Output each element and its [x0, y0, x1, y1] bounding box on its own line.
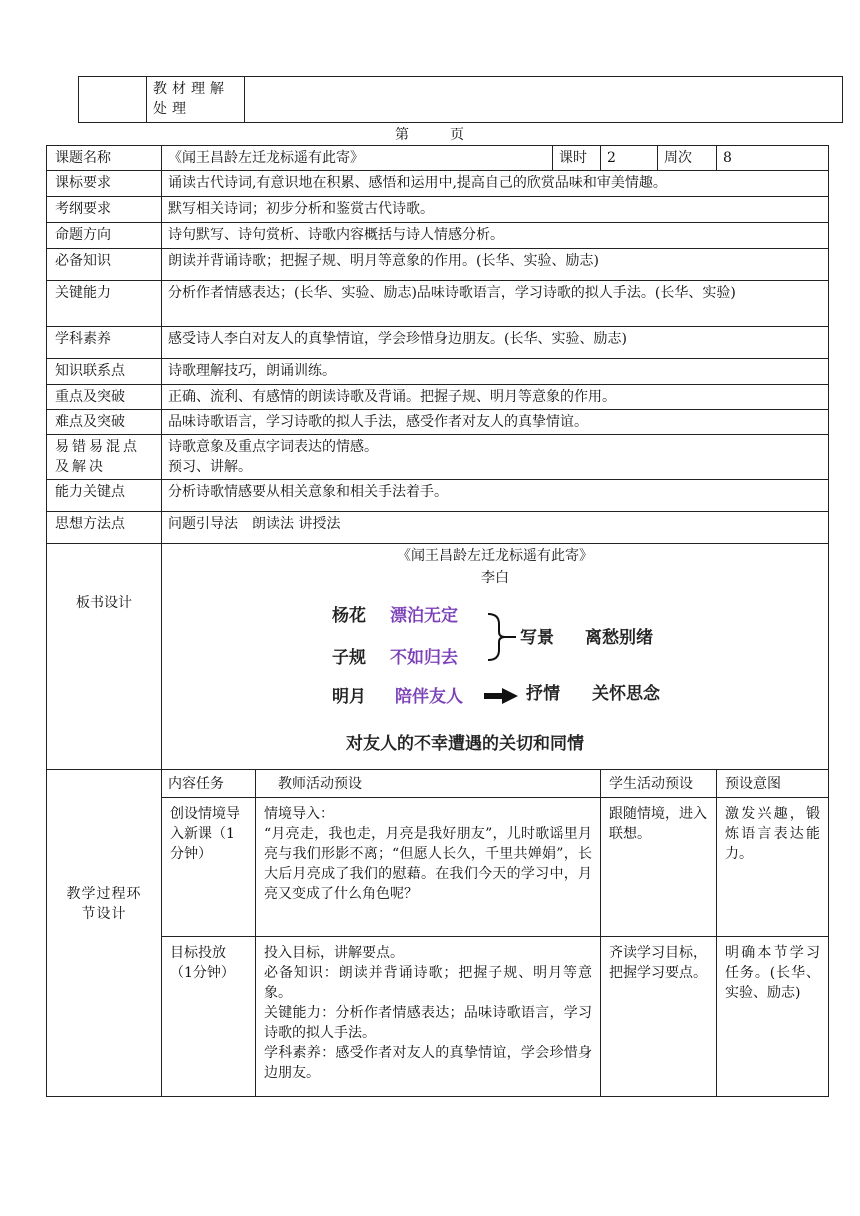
title-value: 《闻王昌龄左迁龙标遥有此寄》 [162, 146, 553, 171]
board-scene: 写景 [520, 628, 554, 648]
row-label: 知识联系点 [47, 359, 162, 385]
row-value: 诗歌理解技巧，朗诵训练。 [162, 359, 829, 385]
board-word-willow: 杨花 [332, 606, 366, 626]
row-label: 难点及突破 [47, 410, 162, 435]
header-row [47, 146, 829, 171]
step-task: 创设情境导入新课（1分钟） [162, 798, 256, 937]
textbook-handling-label: 教材理解处理 [153, 81, 229, 117]
row-label: 命题方向 [47, 223, 162, 249]
board-design [162, 544, 829, 770]
table-row [47, 249, 829, 281]
board-canvas [162, 544, 828, 764]
week-value: 8 [717, 146, 829, 171]
page-caption [0, 124, 860, 144]
step-intent: 明确本节学习任务。(长华、实验、励志) [717, 937, 829, 1097]
lesson-label: 课时 [553, 146, 601, 171]
top-empty-cell [79, 77, 147, 123]
row-label: 重点及突破 [47, 385, 162, 410]
board-arrow-icon [162, 544, 822, 764]
header-intent: 预设意图 [717, 770, 829, 798]
table-row [47, 223, 829, 249]
row-value: 感受诗人李白对友人的真挚情谊，学会珍惜身边朋友。(长华、实验、励志) [162, 327, 829, 359]
table-row [47, 171, 829, 197]
table-row [47, 359, 829, 385]
table-row [47, 197, 829, 223]
table-row [47, 327, 829, 359]
row-value: 问题引导法 朗读法 讲授法 [162, 512, 829, 544]
board-scene-theme: 离愁别绪 [585, 628, 653, 648]
row-value: 分析作者情感表达；(长华、实验、励志)品味诗歌语言，学习诗歌的拟人手法。(长华、实验) [162, 281, 829, 327]
step-task: 目标投放（1分钟） [162, 937, 256, 1097]
process-label-text: 教学过程环节设计 [66, 886, 142, 922]
top-table [78, 76, 843, 123]
board-meaning-cuckoo: 不如归去 [390, 648, 458, 668]
table-row [47, 410, 829, 435]
row-value-line: 诗歌意象及重点字词表达的情感。 [168, 439, 378, 455]
row-label: 必备知识 [47, 249, 162, 281]
row-label: 课标要求 [47, 171, 162, 197]
table-row [47, 281, 829, 327]
board-emotion-theme: 关怀思念 [592, 684, 660, 704]
process-row [47, 937, 829, 1097]
process-header-row [47, 770, 829, 798]
top-label-cell [147, 77, 245, 123]
process-label [47, 770, 162, 1097]
header-student: 学生活动预设 [601, 770, 717, 798]
row-label: 思想方法点 [47, 512, 162, 544]
step-teacher: 情境导入： “月亮走，我也走，月亮是我好朋友”，儿时歌谣里月亮与我们形影不离；“但愿人长久，千里共婵娟”，长大后月亮成了我们的慰藉。在我们今天的学习中，月亮又变成了什么角色呢？ [256, 798, 601, 937]
top-content-cell [245, 77, 843, 123]
row-value: 诵读古代诗词,有意识地在积累、感悟和运用中,提高自己的欣赏品味和审美情趣。 [162, 171, 829, 197]
table-row [47, 435, 829, 480]
row-value: 诗句默写、诗句赏析、诗歌内容概括与诗人情感分析。 [162, 223, 829, 249]
step-intent: 激发兴趣，锻炼语言表达能力。 [717, 798, 829, 937]
row-value: 正确、流利、有感情的朗读诗歌及背诵。把握子规、明月等意象的作用。 [162, 385, 829, 410]
table-row [47, 385, 829, 410]
board-word-moon: 明月 [332, 687, 366, 707]
row-label: 关键能力 [47, 281, 162, 327]
week-label: 周次 [658, 146, 717, 171]
row-value: 品味诗歌语言，学习诗歌的拟人手法，感受作者对友人的真挚情谊。 [162, 410, 829, 435]
step-student: 跟随情境，进入联想。 [601, 798, 717, 937]
step-teacher: 投入目标，讲解要点。 必备知识：朗读并背诵诗歌；把握子规、明月等意象。 关键能力：分析作者情感表达；品味诗歌语言，学习诗歌的拟人手法。 学科素养：感受作者对友人的真挚情谊，学会珍惜身边朋友。 [256, 937, 601, 1097]
lesson-value: 2 [601, 146, 658, 171]
row-label: 能力关键点 [47, 480, 162, 512]
row-label: 学科素养 [47, 327, 162, 359]
step-student: 齐读学习目标，把握学习要点。 [601, 937, 717, 1097]
board-word-cuckoo: 子规 [332, 648, 366, 668]
header-task: 内容任务 [162, 770, 256, 798]
title-label: 课题名称 [47, 146, 162, 171]
table-row [47, 480, 829, 512]
board-row [47, 544, 829, 770]
lesson-plan-table [46, 145, 829, 1097]
page-caption-left: 第 [395, 127, 410, 143]
board-author: 李白 [481, 570, 509, 586]
header-teacher: 教师活动预设 [256, 770, 601, 798]
row-label-text: 易错易混点及解决 [55, 439, 140, 475]
board-title: 《闻王昌龄左迁龙标遥有此寄》 [397, 548, 593, 564]
row-value-line: 预习、讲解。 [168, 459, 252, 475]
row-value: 默写相关诗词；初步分析和鉴赏古代诗歌。 [162, 197, 829, 223]
row-value: 朗读并背诵诗歌；把握子规、明月等意象的作用。(长华、实验、励志) [162, 249, 829, 281]
row-label: 考纲要求 [47, 197, 162, 223]
board-meaning-willow: 漂泊无定 [390, 606, 458, 626]
row-value [162, 435, 829, 480]
process-row [47, 798, 829, 937]
row-value: 分析诗歌情感要从相关意象和相关手法着手。 [162, 480, 829, 512]
page-caption-right: 页 [450, 127, 465, 143]
row-label [47, 435, 162, 480]
board-conclusion: 对友人的不幸遭遇的关切和同情 [346, 734, 584, 754]
board-meaning-moon: 陪伴友人 [395, 687, 463, 707]
board-label: 板书设计 [47, 544, 162, 770]
table-row [47, 512, 829, 544]
board-emotion: 抒情 [526, 684, 560, 704]
